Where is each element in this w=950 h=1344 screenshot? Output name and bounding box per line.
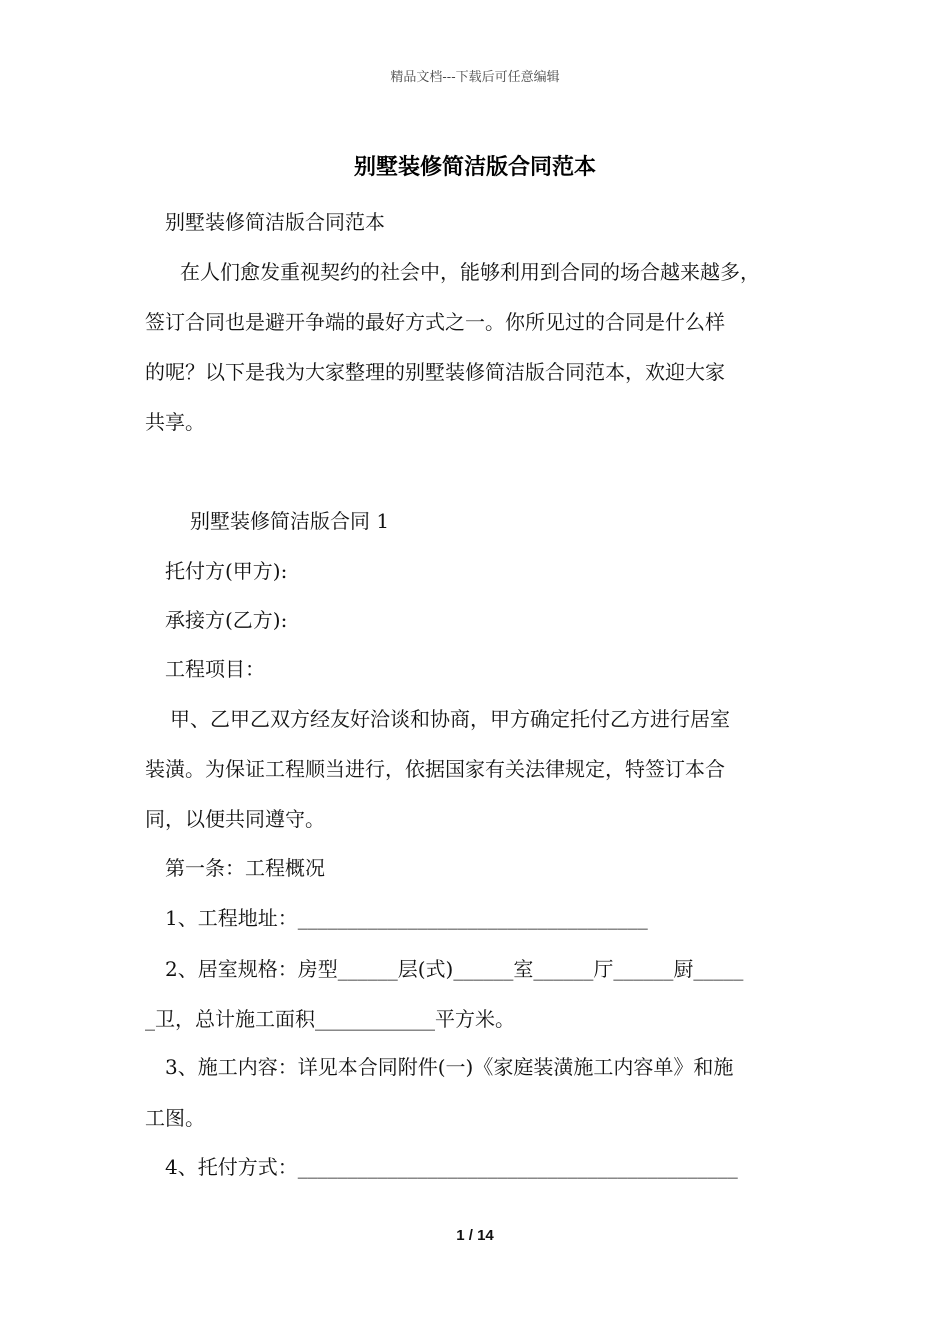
item-4-line: 4、托付方式：____________________________________________ [165,1155,738,1179]
item-3-line-1: 3、施工内容：详见本合同附件(一)《家庭装潢施工内容单》和施 [165,1055,734,1079]
page-number: 1 / 14 [456,1227,494,1244]
intro-line-2: 签订合同也是避开争端的最好方式之一。你所见过的合同是什么样 [145,310,725,334]
project-line: 工程项目： [165,657,265,681]
contract-heading: 别墅装修简洁版合同 1 [190,509,390,533]
item-1-address: 1、工程地址：___________________________________ [165,906,648,930]
preamble-line-2: 装潢。为保证工程顺当进行，依据国家有关法律规定，特签订本合 [145,757,725,781]
preamble-line-1: 甲、乙甲乙双方经友好洽谈和协商，甲方确定托付乙方进行居室 [170,707,730,731]
preamble-line-3: 同，以便共同遵守。 [145,807,325,831]
party-b-line: 承接方(乙方): [165,608,288,632]
item-2-line-1: 2、居室规格：房型______层(式)______室______厅______厨_____ [165,957,744,981]
item-3-line-2: 工图。 [145,1106,205,1130]
document-title: 别墅装修简洁版合同范本 [353,154,596,180]
item-2-line-2: _卫，总计施工面积____________平方米。 [145,1007,515,1031]
party-a-line: 托付方(甲方): [165,559,288,583]
article-1-heading: 第一条：工程概况 [165,856,325,880]
document-subtitle: 别墅装修简洁版合同范本 [165,210,385,234]
intro-line-3: 的呢？以下是我为大家整理的别墅装修简洁版合同范本，欢迎大家 [145,360,725,384]
page-header-note: 精品文档---下载后可任意编辑 [390,70,560,85]
intro-line-1: 在人们愈发重视契约的社会中，能够利用到合同的场合越来越多， [180,260,760,284]
intro-line-4: 共享。 [145,410,205,434]
